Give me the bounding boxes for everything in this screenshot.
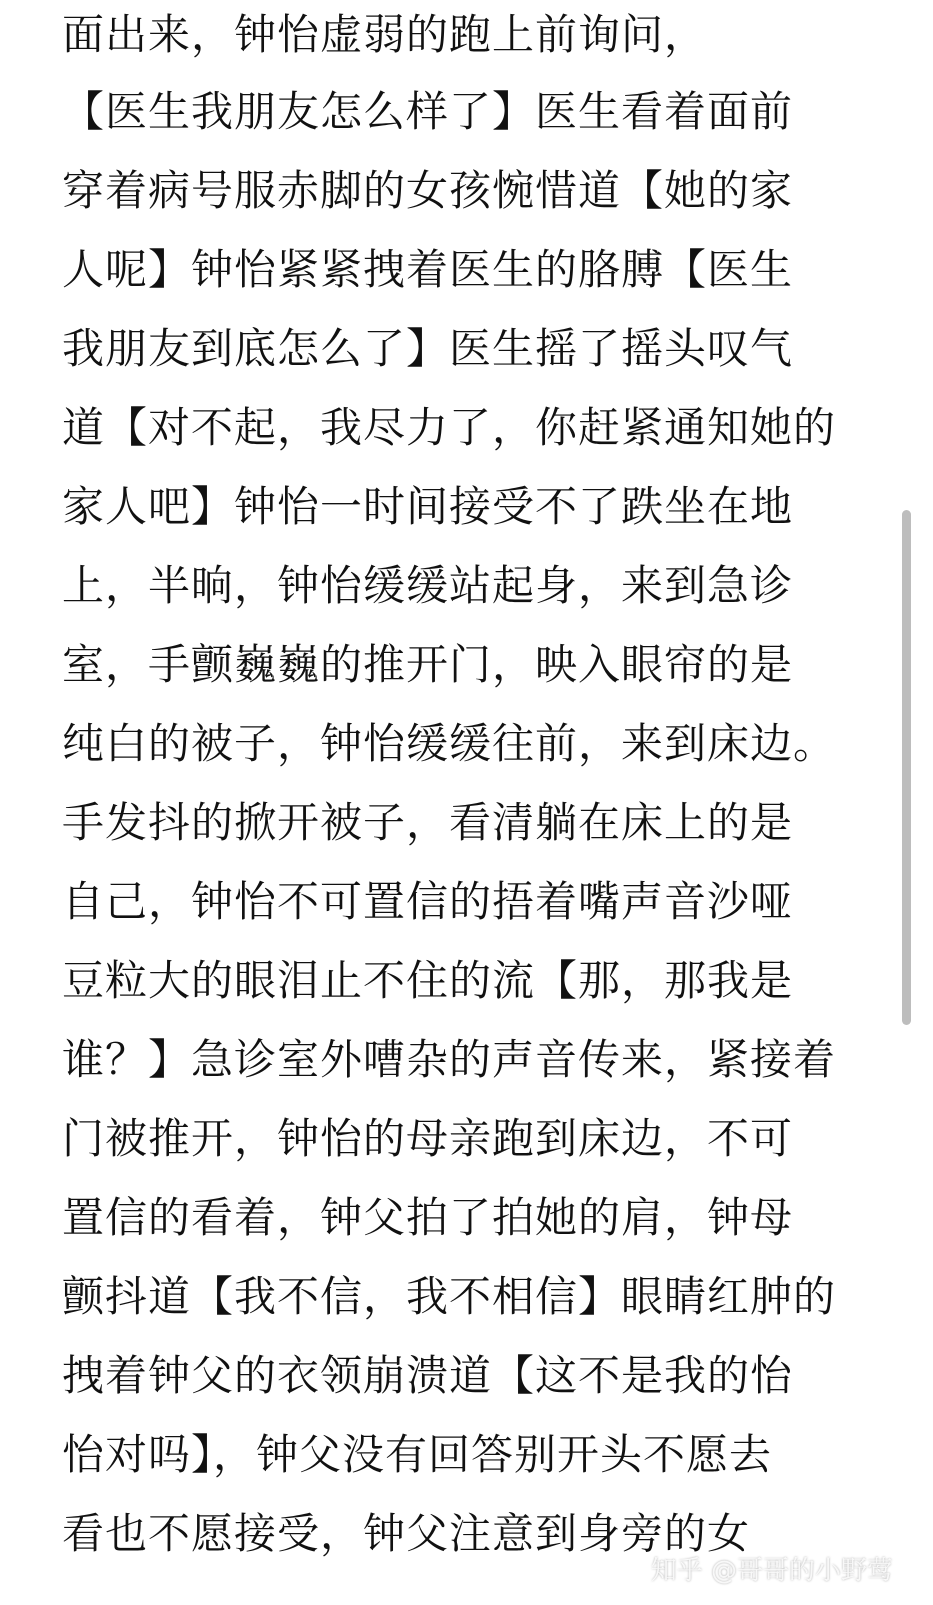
text-line-6: 道【对不起，我尽力了，你赶紧通知她的 — [62, 403, 837, 452]
text-line-14: 谁？】急诊室外嘈杂的声音传来，紧接着 — [62, 1035, 837, 1084]
text-line-7: 家人吧】钟怡一时间接受不了跌坐在地 — [62, 482, 794, 531]
text-line-2: 【医生我朋友怎么样了】医生看着面前 — [62, 87, 794, 136]
text-line-18: 拽着钟父的衣领崩溃道【这不是我的怡 — [62, 1351, 794, 1400]
text-line-19: 怡对吗】，钟父没有回答别开头不愿去 — [62, 1430, 773, 1479]
text-line-13: 豆粒大的眼泪止不住的流【那，那我是 — [62, 956, 794, 1005]
text-line-10: 纯白的被子，钟怡缓缓往前，来到床边。 — [62, 719, 837, 768]
text-line-15: 门被推开，钟怡的母亲跑到床边，不可 — [62, 1114, 794, 1163]
text-line-8: 上，半晌，钟怡缓缓站起身，来到急诊 — [62, 561, 794, 610]
text-line-5: 我朋友到底怎么了】医生摇了摇头叹气 — [62, 324, 794, 373]
watermark: 知乎 @哥哥的小野莺 — [650, 1556, 893, 1586]
text-line-11: 手发抖的掀开被子，看清躺在床上的是 — [62, 798, 794, 847]
text-line-12: 自己，钟怡不可置信的捂着嘴声音沙哑 — [62, 877, 794, 926]
text-line-17: 颤抖道【我不信，我不相信】眼睛红肿的 — [62, 1272, 837, 1321]
text-line-20: 看也不愿接受，钟父注意到身旁的女 — [62, 1509, 751, 1558]
text-line-4: 人呢】钟怡紧紧拽着医生的胳膊【医生 — [62, 245, 794, 294]
text-line-16: 置信的看着，钟父拍了拍她的肩，钟母 — [62, 1193, 794, 1242]
article-body — [62, 0, 862, 1573]
text-line-1: 面出来，钟怡虚弱的跑上前询问， — [62, 10, 708, 59]
vertical-scrollbar-thumb[interactable] — [902, 510, 911, 1025]
text-line-3: 穿着病号服赤脚的女孩惋惜道【她的家 — [62, 166, 794, 215]
text-line-9: 室，手颤巍巍的推开门，映入眼帘的是 — [62, 640, 794, 689]
